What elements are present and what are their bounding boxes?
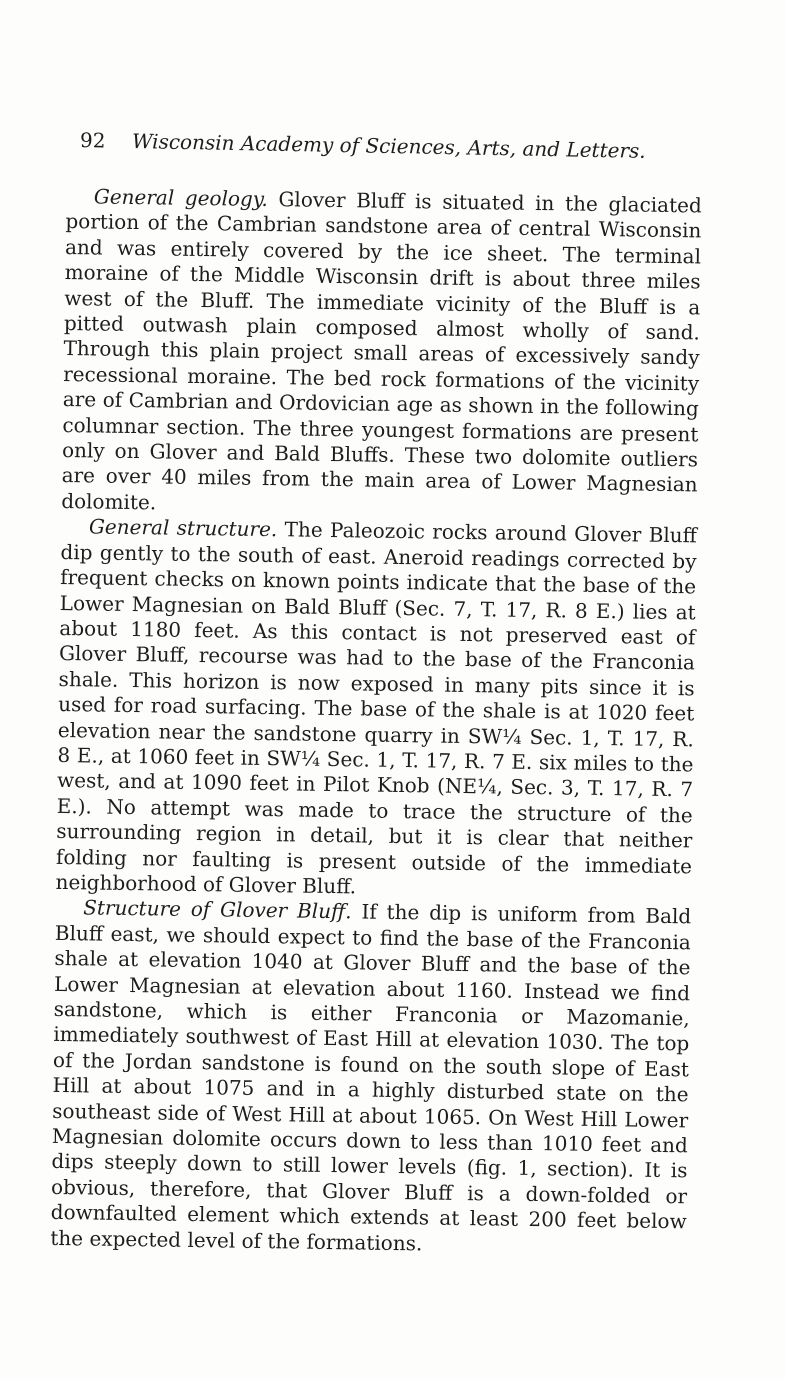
- paragraph-text: The Paleozoic rocks around Glover Bluff dip gently to the south of east. Aneroid readings corrected by frequent checks on known points indicate that the base of the Lower Magnesian on Bald Bluff (Sec. 7, T. 17, R. 8 E.) lies at about 1180 feet. As this contact is not preserved east of Glover Bluff, recourse was had to the base of the Franconia shale. This horizon is now exposed in many pits since it is used for road surfacing. The base of the shale is at 1020 feet elevation near the sandstone quarry in SW¼ Sec. 1, T. 17, R. 8 E., at 1060 feet in SW¼ Sec. 1, T. 17, R. 7 E. six miles to the west, and at 1090 feet in Pilot Knob (NE¼, Sec. 3, T. 17, R. 7 E.). No attempt was made to trace the structure of the surrounding region in detail, but it is clear that neither folding nor faulting is present outside of the immediate neighborhood of Glover Bluff.: [55, 517, 698, 899]
- paragraph-text: Glover Bluff is situated in the glaciated portion of the Cambrian sandstone area of central Wisconsin and was entirely covered by the ice sheet. The terminal moraine of the Middle Wisconsin drift is about three miles west of the Bluff. The immediate vicinity of the Bluff is a pitted outwash plain composed almost wholly of sand. Through this plain project small areas of excessively sandy recessional moraine. The bed rock formations of the vicinity are of Cambrian and Ordovician age as shown in the following columnar section. The three youngest formations are present only on Glover and Bald Bluffs. These two dolomite outliers are over 40 miles from the main area of Lower Magnesian dolomite.: [61, 186, 702, 515]
- running-header: [80, 124, 681, 168]
- paragraph-structure-of-glover-bluff: [50, 895, 691, 1260]
- paragraph-heading: General structure.: [88, 514, 278, 542]
- paragraph-heading: General geology.: [93, 184, 268, 211]
- paragraph-general-structure: [55, 514, 697, 904]
- running-title: Wisconsin Academy of Sciences, Arts, and Letters.: [131, 129, 646, 163]
- body-text: [50, 184, 702, 1260]
- page-number: 92: [79, 128, 106, 153]
- paragraph-heading: Structure of Glover Bluff.: [83, 895, 352, 924]
- paragraph-general-geology: [61, 184, 702, 524]
- paragraph-text: If the dip is uniform from Bald Bluff east, we should expect to find the base of the Franconia shale at elevation 1040 at Glover Bluff and the base of the Lower Magnesian at elevation about 1160. Instead we find sandstone, which is either Franconia or Mazomanie, immediately southwest of East Hill at elevation 1030. The top of the Jordan sandstone is found on the south slope of East Hill at about 1075 and in a highly disturbed state on the southeast side of West Hill at about 1065. On West Hill Lower Magnesian dolomite occurs down to less than 1010 feet and dips steeply down to still lower levels (fig. 1, section). It is obvious, therefore, that Glover Bluff is a down-folded or downfaulted element which extends at least 200 feet below the expected level of the formations.: [50, 899, 692, 1256]
